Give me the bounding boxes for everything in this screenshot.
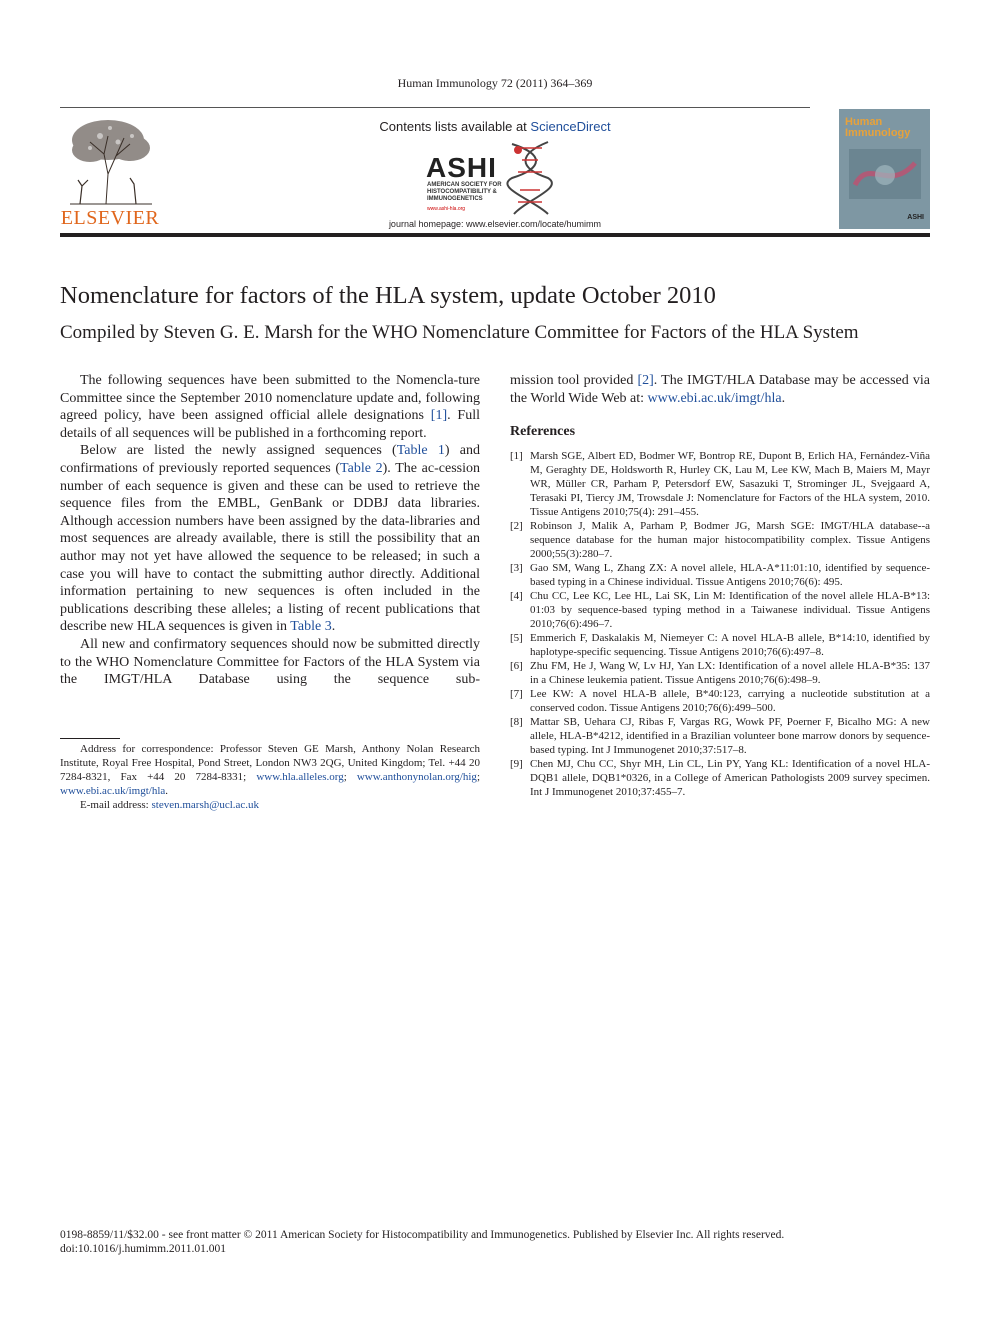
ashi-subtitle-line: IMMUNOGENETICS <box>427 196 483 202</box>
text-run: . Full details of all sequences will be published in a forthcoming report. <box>60 408 480 441</box>
body-paragraph-2 <box>60 442 480 636</box>
email-label: E-mail address: <box>80 799 152 811</box>
reference-number: [9] <box>510 758 523 770</box>
ashi-wordmark: ASHI <box>426 152 497 183</box>
cover-art-icon <box>849 149 921 199</box>
body-column-left <box>60 372 480 689</box>
ashi-logo[interactable] <box>424 138 564 218</box>
homepage-link[interactable]: www.elsevier.com/locate/humimm <box>466 219 602 229</box>
table-1-link[interactable]: Table 1 <box>396 443 445 459</box>
text-run: mission tool provided <box>510 373 638 388</box>
hla-alleles-link[interactable]: www.hla.alleles.org <box>256 771 344 783</box>
cover-title-line: Immunology <box>845 127 911 139</box>
text-run: . <box>165 785 169 797</box>
ashi-subtitle <box>427 182 517 203</box>
reference-item <box>510 449 930 519</box>
cover-title-line: Human <box>845 116 883 128</box>
text-run: ; <box>343 771 357 783</box>
cover-badge: ASHI <box>907 214 924 221</box>
article-title: Nomenclature for factors of the HLA system, update October 2010 <box>60 282 716 309</box>
reference-item <box>510 519 930 561</box>
reference-text: Chu CC, Lee KC, Lee HL, Lai SK, Lin M: Identification of the novel allele HLA-B*13: 01:03 by sequence-based typing method in a Taiwanese individual. Tissue Antigens 2010;76(6):496–7. <box>530 590 930 630</box>
text-run: . <box>781 390 786 406</box>
reference-text: Mattar SB, Uehara CJ, Ribas F, Vargas RG, Wowk PF, Poerner F, Bicalho MG: A new allele, HLA-B*4212, identified in a Brazilian volunteer bone marrow donors by sequence-based typing. Int J Immunogenet 2010;37:517–8. <box>530 716 930 756</box>
header-rule <box>60 107 810 108</box>
reference-item <box>510 715 930 757</box>
imgt-hla-url-link[interactable]: www.ebi.ac.uk/imgt/hla <box>647 390 782 406</box>
doi-line[interactable]: doi:10.1016/j.humimm.2011.01.001 <box>60 1243 227 1255</box>
references-heading: References <box>510 424 576 439</box>
footnote-rule <box>60 738 120 739</box>
body-column-right <box>510 372 930 407</box>
footnote-address <box>60 742 480 798</box>
reference-item <box>510 687 930 715</box>
dna-helix-icon <box>504 138 560 218</box>
cover-title <box>845 117 910 139</box>
contents-prefix: Contents lists available at <box>379 119 531 134</box>
reference-text: Gao SM, Wang L, Zhang ZX: A novel allele, HLA-A*11:01:10, identified by sequence-based typing in a Chinese individual. Tissue Antigens 2010;76(6): 495. <box>530 562 930 588</box>
reference-number: [1] <box>510 450 523 462</box>
reference-item <box>510 659 930 687</box>
reference-item <box>510 631 930 659</box>
reference-number: [5] <box>510 632 523 644</box>
email-link[interactable]: steven.marsh@ucl.ac.uk <box>151 799 260 811</box>
header-thick-rule <box>60 233 930 237</box>
reference-text: Emmerich F, Daskalakis M, Niemeyer C: A novel HLA-B allele, B*14:10, identified by haplotype-specific sequencing. Tissue Antigens 2010;76(6):497–8. <box>530 632 930 658</box>
homepage-prefix: journal homepage: <box>388 219 466 229</box>
reference-item <box>510 589 930 631</box>
tree-icon <box>60 114 160 206</box>
imgt-hla-link[interactable]: www.ebi.ac.uk/imgt/hla <box>60 785 166 797</box>
contents-availability <box>340 119 650 134</box>
reference-number: [3] <box>510 562 523 574</box>
text-run: Below are listed the newly assigned sequences ( <box>80 443 397 459</box>
citation-link[interactable]: [2] <box>637 373 654 388</box>
reference-item <box>510 757 930 799</box>
article-byline: Compiled by Steven G. E. Marsh for the WHO Nomenclature Committee for Factors of the HLA System <box>60 322 859 343</box>
sciencedirect-link[interactable]: ScienceDirect <box>530 119 611 134</box>
references-list <box>510 449 930 799</box>
reference-number: [2] <box>510 520 523 532</box>
body-paragraph-1 <box>60 372 480 442</box>
table-2-link[interactable]: Table 2 <box>340 460 383 476</box>
reference-text: Chen MJ, Chu CC, Shyr MH, Lin CL, Lin PY, Yang KL: Identification of a novel HLA-DQB1 allele, DQB1*0326, in a College of American Pathologists 2009 survey specimen. Int J Immunogenet 2010;37:455–7. <box>530 758 930 798</box>
journal-cover[interactable] <box>839 109 930 229</box>
reference-text: Zhu FM, He J, Wang W, Lv HJ, Yan LX: Identification of a novel allele HLA-B*35: 137 in a Chinese leukemia patient. Tissue Antigens 2010;76(6):498–9. <box>530 660 930 686</box>
body-paragraph-3: All new and confirmatory sequences should now be submitted directly to the WHO Nomenclature Committee for Factors of the HLA System via the IMGT/HLA Database using the sequence sub- <box>60 636 480 688</box>
reference-number: [7] <box>510 688 523 700</box>
text-run: . <box>331 619 336 635</box>
reference-item <box>510 561 930 589</box>
ashi-subtitle-line: AMERICAN SOCIETY FOR <box>427 182 502 188</box>
elsevier-logo[interactable] <box>60 114 160 230</box>
text-run: Address for correspondence: Professor Steven GE Marsh, Anthony Nolan Research Institute, Royal Free Hospital, Pond Street, London NW3 2QG, United Kingdom; Tel. +44 20 7284-8321, Fax +44 20 7284-8331; <box>60 743 480 783</box>
reference-number: [8] <box>510 716 523 728</box>
correspondence-footnote <box>60 742 480 812</box>
ashi-url: www.ashi-hla.org <box>427 206 466 212</box>
footnote-email <box>60 798 480 812</box>
reference-number: [6] <box>510 660 523 672</box>
anthonynolan-link[interactable]: www.anthonynolan.org/hig <box>356 771 477 783</box>
copyright-footer <box>60 1228 930 1256</box>
journal-citation: Human Immunology 72 (2011) 364–369 <box>397 76 593 90</box>
text-run: ) and confirmations of previously reported sequences ( <box>60 443 480 476</box>
text-run: . The IMGT/HLA Database may be accessed via the World Wide Web at: <box>510 373 930 406</box>
reference-text: Marsh SGE, Albert ED, Bodmer WF, Bontrop RE, Dupont B, Erlich HA, Fernández-Viña M, Geraghty DE, Holdsworth R, Hurley CK, Lau M, Lee KW, Mach B, Maiers M, Mayr WR, Müller CR, Parham P, Petersdorf EW, Sasazuki T, Strominger JL, Svejgaard A, Terasaki PI, Tiercy JM, Trowsdale J: Nomenclature for Factors of the HLA system, 2010. Tissue Antigens 2010;75(4): 291–455. <box>530 450 930 518</box>
text-run: ). The ac-cession number of each sequence is given and these can be used to retrieve the sequence files from the EMBL, GenBank or DDBJ data libraries. Although accession numbers have been assigned by the data-libraries and most sequences are already available, there is still the possibility that an author may not yet have allowed the sequence to be released; in such a case you will have to contact the submitting author directly. Additional information pertaining to new sequences is often included in the publications describing these alleles; a listing of recent publications that describe new HLA sequences is given in <box>60 460 480 635</box>
text-run: The following sequences have been submitted to the Nomencla-ture Committee since the September 2010 nomenclature update and, following agreed policy, have been assigned official allele designations <box>60 373 480 424</box>
reference-text: Robinson J, Malik A, Parham P, Bodmer JG, Marsh SGE: IMGT/HLA database--a sequence database for the human major histocompatibility complex. Tissue Antigens 2000;55(3):280–7. <box>530 520 930 560</box>
body-paragraph-3-continued <box>510 372 930 407</box>
citation-link[interactable]: [1] <box>430 408 448 424</box>
reference-text: Lee KW: A novel HLA-B allele, B*40:123, carrying a nucleotide substitution at a conserved codon. Tissue Antigens 2010;76(6):499–500. <box>530 688 930 714</box>
table-3-link[interactable]: Table 3 <box>290 619 332 635</box>
ashi-subtitle-line: HISTOCOMPATIBILITY & <box>427 189 497 195</box>
text-run: ; <box>476 771 480 783</box>
reference-number: [4] <box>510 590 523 602</box>
elsevier-wordmark: ELSEVIER <box>60 207 160 229</box>
copyright-line: 0198-8859/11/$32.00 - see front matter © 2011 American Society for Histocompatibility and Immunogenetics. Published by Elsevier Inc. All rights reserved. <box>60 1229 785 1241</box>
journal-homepage <box>300 219 690 229</box>
